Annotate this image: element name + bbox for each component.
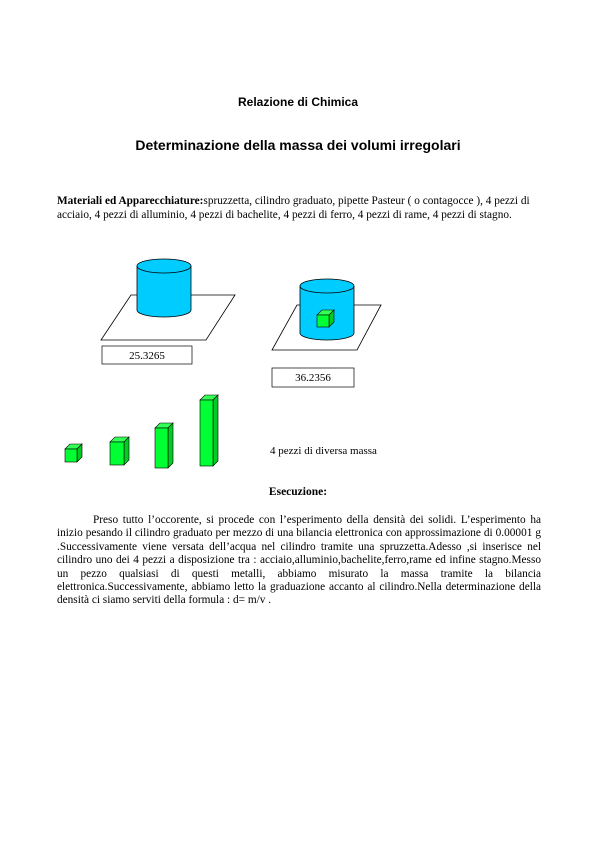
piece-2 <box>110 437 129 465</box>
balance-2-reading: 36.2356 <box>295 372 331 384</box>
pieces-caption: 4 pezzi di diversa massa <box>270 445 377 457</box>
report-title: Relazione di Chimica <box>237 95 359 109</box>
main-title: Determinazione della massa dei volumi irregolari <box>135 137 461 153</box>
execution-paragraph: Preso tutto l’occorente, si procede con l’esperimento della densità dei solidi. L’esperimento ha inizio pesando il cilindro graduato per mezzo di una bilancia elettronica con approssimazione di 0.00001 g .Successivamente viene versata dell’acqua nel cilindro tramite una spruzzetta.Adesso ,si inserisce nel cilindro uno dei 4 pezzi a disposizione tra : acciaio,alluminio,bachelite,ferro,rame ed infine stagno.Messo un pezzo qualsiasi di questi metalli, abbiamo misurato la massa tramite la bilancia elettronica.Successivamente, abbiamo letto la graduazione accanto al cilindro.Nella determinazione della densità ci siamo serviti della formula : d= m/v . <box>57 514 541 607</box>
piece-1 <box>65 444 82 462</box>
graduated-cylinder-1 <box>137 259 191 317</box>
graduated-cylinder-2 <box>300 279 354 340</box>
piece-3 <box>155 423 173 468</box>
piece-4 <box>200 395 218 466</box>
execution-heading: Esecuzione: <box>268 486 328 498</box>
materials-label: Materiali ed Apparecchiature: <box>57 195 204 207</box>
materials-text: spruzzetta, cilindro graduato, pipette Pasteur ( o contagocce ), 4 pezzi di acciaio, 4 pezzi di alluminio, 4 pezzi di bachelite, 4 pezzi di ferro, 4 pezzi di rame, 4 pezzi di stagno. <box>57 195 530 221</box>
piece-in-cylinder <box>317 310 334 327</box>
balance-1-reading: 25.3265 <box>129 350 165 362</box>
